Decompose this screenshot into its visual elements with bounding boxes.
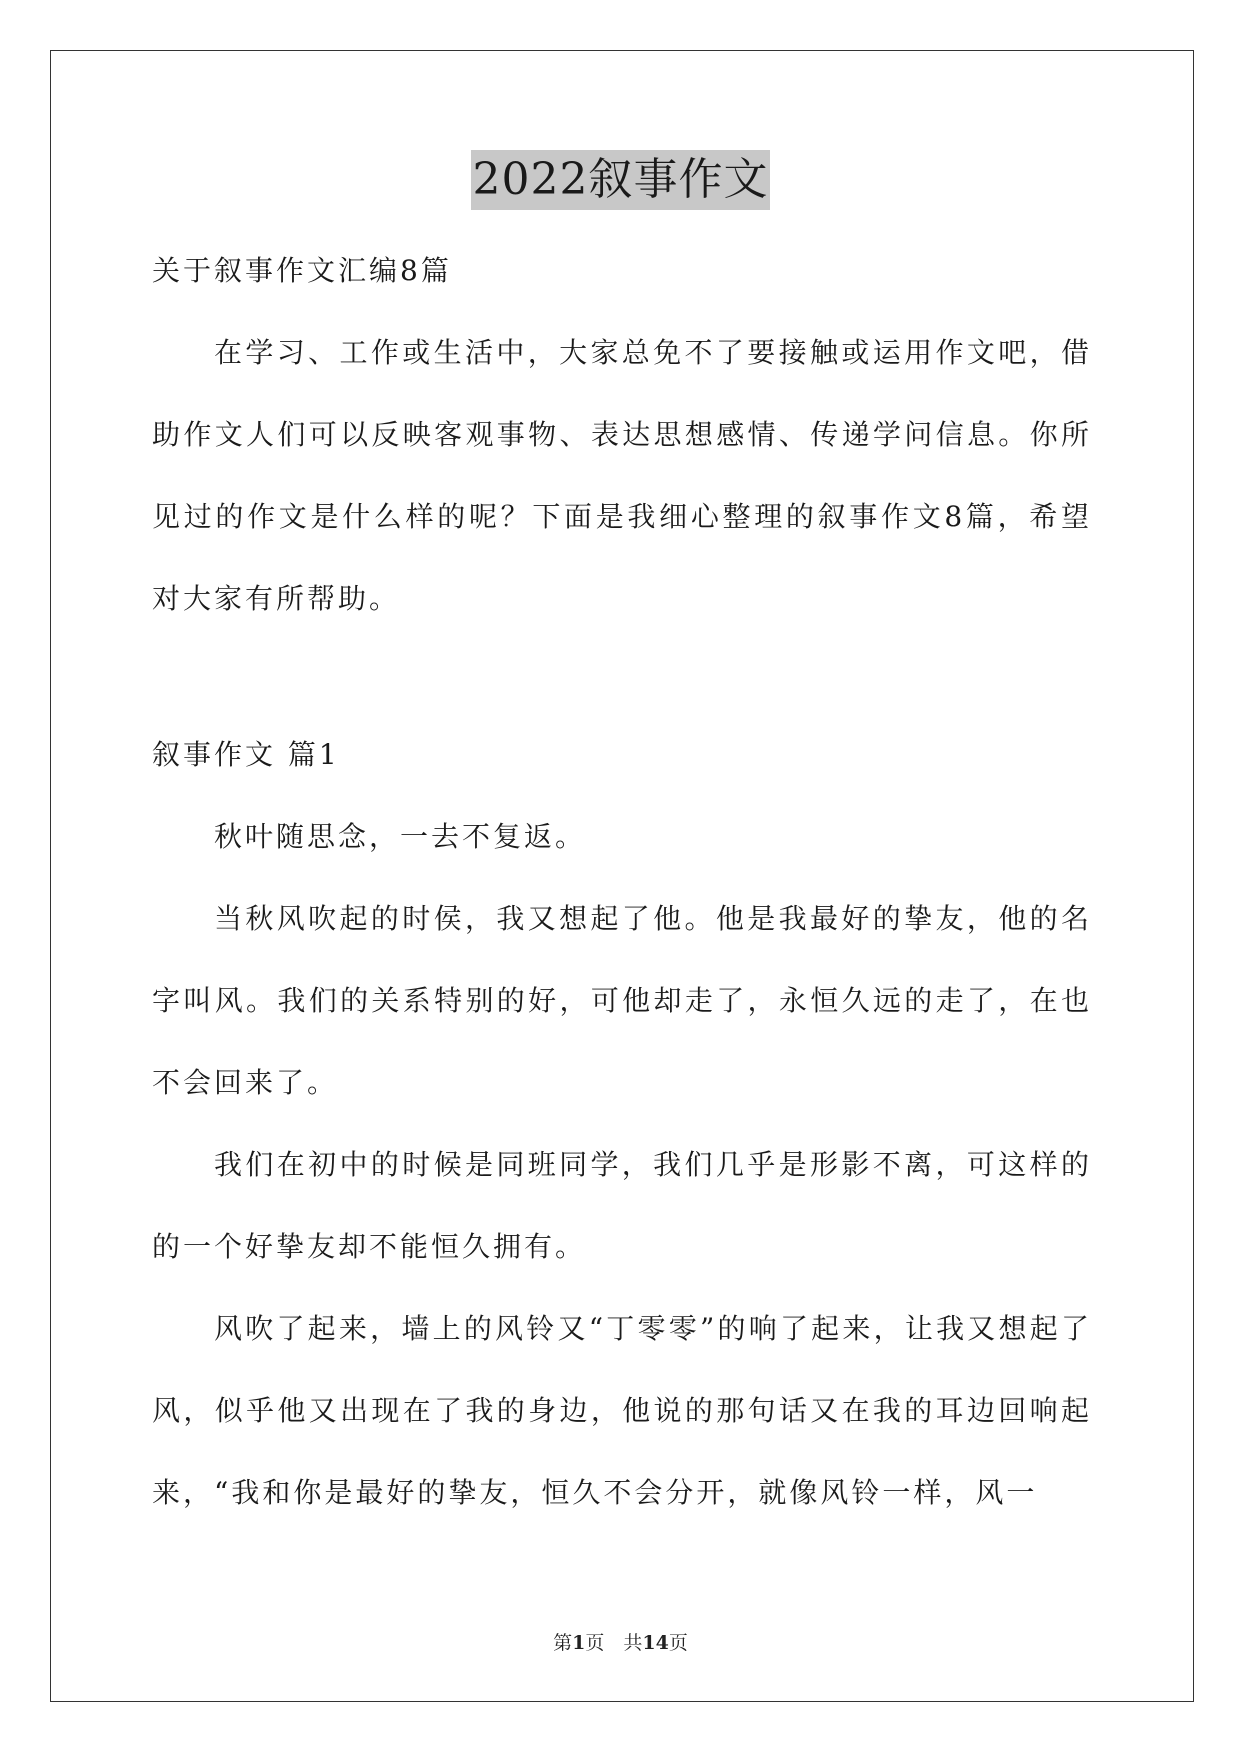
intro-paragraph: 在学习、工作或生活中，大家总免不了要接触或运用作文吧，借助作文人们可以反映客观事物、表达思想感情、传递学问信息。你所见过的作文是什么样的呢？下面是我细心整理的叙事作文8篇，希望对大家有所帮助。 bbox=[152, 336, 1092, 615]
footer-suffix: 页 bbox=[668, 1632, 688, 1654]
body-paragraph-3: 我们在初中的时候是同班同学，我们几乎是形影不离，可这样的的一个好挚友却不能恒久拥有。 bbox=[152, 1148, 1092, 1263]
footer-total-pages: 14 bbox=[642, 1632, 669, 1654]
document-subtitle: 关于叙事作文汇编8篇 bbox=[152, 254, 452, 287]
section-spacer bbox=[152, 640, 1092, 714]
body-paragraph-1: 秋叶随思念，一去不复返。 bbox=[214, 820, 587, 853]
document-body bbox=[152, 230, 1092, 1534]
footer-page-number: 1 bbox=[572, 1632, 586, 1654]
document-title: 2022叙事作文 bbox=[471, 150, 771, 210]
title-container bbox=[0, 150, 1241, 210]
footer-middle: 页 共 bbox=[585, 1632, 643, 1654]
section-heading: 叙事作文 篇1 bbox=[152, 738, 340, 771]
page-footer bbox=[0, 1628, 1241, 1655]
body-paragraph-2: 当秋风吹起的时侯，我又想起了他。他是我最好的挚友，他的名字叫风。我们的关系特别的好，可他却走了，永恒久远的走了，在也不会回来了。 bbox=[152, 902, 1092, 1099]
body-paragraph-4: 风吹了起来，墙上的风铃又“丁零零”的响了起来，让我又想起了风，似乎他又出现在了我的身边，他说的那句话又在我的耳边回响起来，“我和你是最好的挚友，恒久不会分开，就像风铃一样，风一 bbox=[152, 1312, 1092, 1509]
footer-prefix: 第 bbox=[553, 1632, 573, 1654]
